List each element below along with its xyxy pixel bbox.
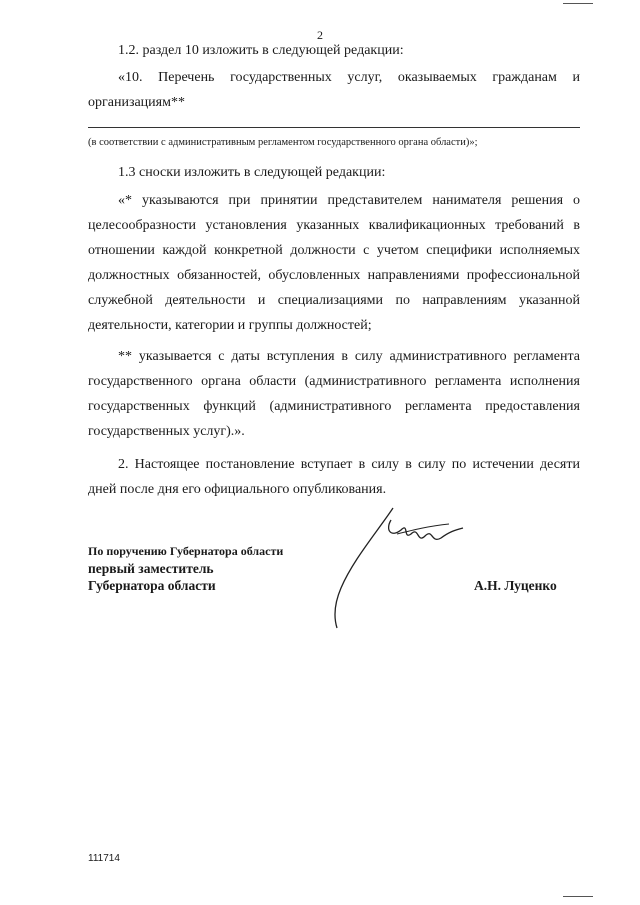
signature-line-3: Губернатора области (88, 578, 216, 593)
signer-name: А.Н. Луценко (474, 578, 557, 593)
handwritten-signature (325, 500, 485, 635)
corner-mark-bottom (563, 896, 593, 897)
document-code: 111714 (88, 853, 120, 864)
footnote-source: (в соответствии с административным регламентом государственного органа области)»; (88, 137, 478, 148)
signature-block (88, 543, 348, 594)
corner-mark-top (563, 3, 593, 4)
clause-2: 2. Настоящее постановление вступает в силу в силу по истечении десяти дней после дня его официального опубликования. (88, 457, 580, 497)
clause-1-2: 1.2. раздел 10 изложить в следующей редакции: (118, 43, 404, 58)
signature-line-2: первый заместитель (88, 561, 214, 576)
page-number: 2 (317, 28, 323, 42)
signature-line-1: По поручению Губернатора области (88, 544, 284, 558)
clause-10-text: «10. Перечень государственных услуг, оказываемых гражданам и организациям** (88, 70, 580, 110)
clause-1-3: 1.3 сноски изложить в следующей редакции: (118, 165, 386, 180)
footnote-double-star: ** указывается с даты вступления в силу административного регламента государственного органа области (административного регламента исполнения государственных функций (административного регламента предоставления государственных услуг).». (88, 349, 580, 439)
horizontal-rule (88, 127, 580, 128)
footnote-star: «* указываются при принятии представителем нанимателя решения о целесообразности установления указанных квалификационных требований в отношении каждой конкретной должности с учетом специфики исполняемых должностных обязанностей, обусловленных направлениями профессиональной служебной деятельности и специализациями по направлениям указанной деятельности, категории и группы должностей; (88, 193, 580, 333)
